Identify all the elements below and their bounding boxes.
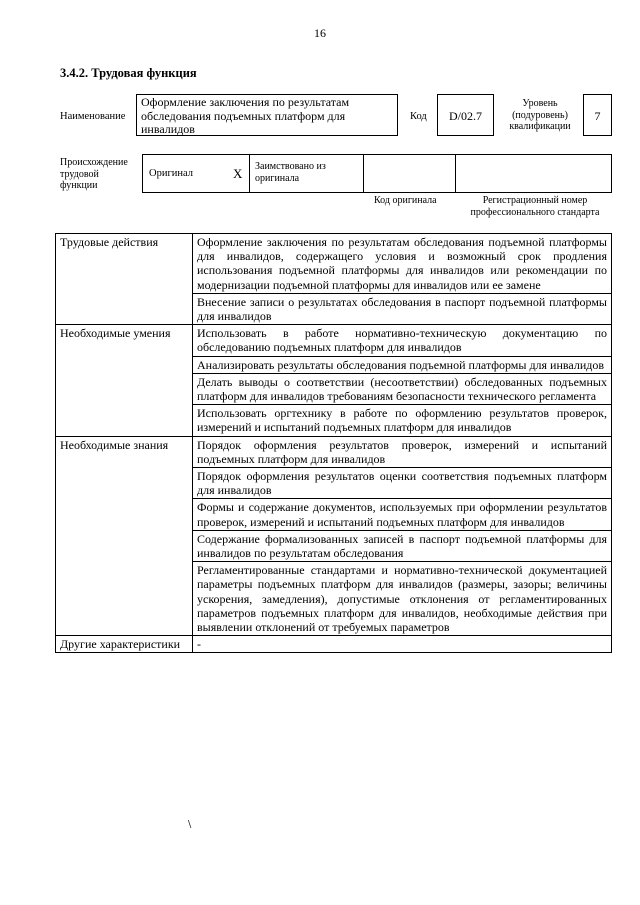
item-cell: Содержание формализованных записей в паспорт подъемной платформы для инвалидов по результатам обследования xyxy=(193,530,612,561)
level-label: Уровень (подуровень) квалификации xyxy=(509,98,571,132)
table-row xyxy=(56,436,612,467)
scan-speck: ∖ xyxy=(186,820,193,831)
item-cell: Оформление заключения по результатам обследования подъемной платформы для инвалидов, содержащего условия и возможный срок продления использования подъемной платформы для инвалидов или рекомендации по модернизации подъемной платформы для инвалидов или ее замене xyxy=(193,234,612,294)
item-cell: Использовать оргтехнику в работе по оформлению результатов проверок, измерений и испытаний подъемных платформ для инвалидов xyxy=(193,405,612,436)
level-box xyxy=(583,94,612,136)
section-title: 3.4.2. Трудовая функция xyxy=(60,66,197,80)
level-value: 7 xyxy=(594,109,601,123)
table-row xyxy=(56,325,612,356)
category-cell: Необходимые умения xyxy=(56,325,193,436)
original-label: Оригинал xyxy=(149,168,193,179)
reg-number-caption: Регистрационный номер профессионального стандарта xyxy=(470,195,600,218)
code-box xyxy=(437,94,494,136)
item-cell: Порядок оформления результатов оценки соответствия подъемных платформ для инвалидов xyxy=(193,468,612,499)
table-row xyxy=(56,234,612,294)
code-value: D/02.7 xyxy=(449,109,482,123)
item-cell: Формы и содержание документов, используемых при оформлении результатов проверок, измерений и испытаний подъемных платформ для инвалидов xyxy=(193,499,612,530)
code-original-caption: Код оригинала xyxy=(374,195,437,206)
function-name-box xyxy=(136,94,398,136)
code-label: Код xyxy=(410,111,427,122)
item-cell: Регламентированные стандартами и нормативно-технической документацией параметры подъемных платформ для инвалидов (размеры, зазоры; величины ускорения, замедления), допустимые отклонения от регламентированных параметров подъемных платформ для инвалидов, необходимые действия при выявлении отклонений от требуемых параметров xyxy=(193,562,612,636)
name-label: Наименование xyxy=(60,111,126,122)
function-name-value: Оформление заключения по результатам обследования подъемных платформ для инвалидов xyxy=(141,95,350,136)
item-cell: Использовать в работе нормативно-техническую документацию по обследованию подъемных платформ для инвалидов xyxy=(193,325,612,356)
borrowed-label: Заимствовано из оригинала xyxy=(255,161,326,184)
origin-divider-3 xyxy=(455,155,456,192)
item-cell: Анализировать результаты обследования подъемной платформы для инвалидов xyxy=(193,356,612,373)
item-cell: Порядок оформления результатов проверок, измерений и испытаний подъемных платформ для инвалидов xyxy=(193,436,612,467)
item-cell: Делать выводы о соответствии (несоответствии) обследованных подъемных платформ для инвалидов требованиям безопасности технического регламента xyxy=(193,373,612,404)
item-cell: - xyxy=(193,636,612,653)
origin-table xyxy=(142,154,612,193)
item-cell: Внесение записи о результатах обследования в паспорт подъемной платформы для инвалидов xyxy=(193,293,612,324)
origin-divider-1 xyxy=(249,155,250,192)
origin-divider-2 xyxy=(363,155,364,192)
category-cell: Другие характеристики xyxy=(56,636,193,653)
category-cell: Необходимые знания xyxy=(56,436,193,636)
page-number: 16 xyxy=(314,26,326,40)
original-mark: X xyxy=(233,166,243,181)
work-function-table xyxy=(55,233,612,653)
category-cell: Трудовые действия xyxy=(56,234,193,325)
table-row xyxy=(56,636,612,653)
origin-label: Происхождение трудовой функции xyxy=(60,157,128,191)
